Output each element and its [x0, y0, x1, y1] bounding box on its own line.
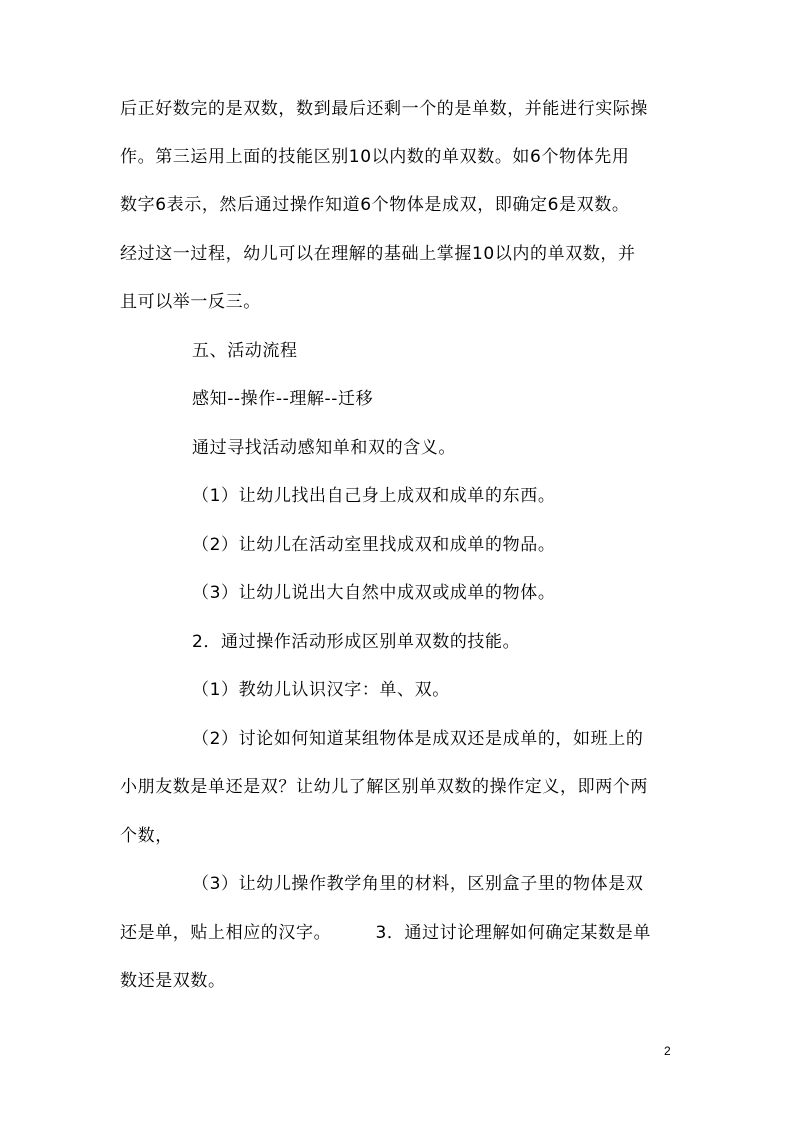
step-2-item-3: （3）让幼儿操作教学角里的材料，区别盒子里的物体是双 [192, 874, 644, 894]
step-1-item-3: （3）让幼儿说出大自然中成双或成单的物体。 [192, 583, 556, 603]
section-heading: 五、活动流程 [192, 341, 298, 361]
step-2-item-1: （1）教幼儿认识汉字：单、双。 [192, 680, 450, 700]
body-line-16: 个数， [120, 826, 173, 846]
step-2-title: 2．通过操作活动形成区别单双数的技能。 [192, 632, 521, 652]
step-1-title: 通过寻找活动感知单和双的含义。 [192, 438, 456, 458]
body-line-4: 经过这一过程，幼儿可以在理解的基础上掌握10以内的单双数，并 [120, 244, 636, 264]
step-2-item-2: （2）讨论如何知道某组物体是成双还是成单的，如班上的 [192, 729, 644, 749]
body-line-18: 还是单，贴上相应的汉字。 3．通过讨论理解如何确定某数是单 [120, 923, 651, 943]
step-1-item-2: （2）让幼儿在活动室里找成双和成单的物品。 [192, 535, 556, 555]
body-line-3: 数字6表示，然后通过操作知道6个物体是成双，即确定6是双数。 [120, 195, 630, 215]
page-number: 2 [664, 1044, 671, 1058]
body-line-2: 作。第三运用上面的技能区别10以内数的单双数。如6个物体先用 [120, 147, 630, 167]
flow-summary: 感知--操作--理解--迁移 [192, 389, 374, 409]
body-line-1: 后正好数完的是双数，数到最后还剩一个的是单数，并能进行实际操 [120, 99, 648, 119]
body-line-5: 且可以举一反三。 [120, 292, 261, 312]
body-line-15: 小朋友数是单还是双？让幼儿了解区别单双数的操作定义，即两个两 [120, 777, 648, 797]
body-line-19: 数还是双数。 [120, 971, 226, 991]
step-1-item-1: （1）让幼儿找出自己身上成双和成单的东西。 [192, 486, 556, 506]
